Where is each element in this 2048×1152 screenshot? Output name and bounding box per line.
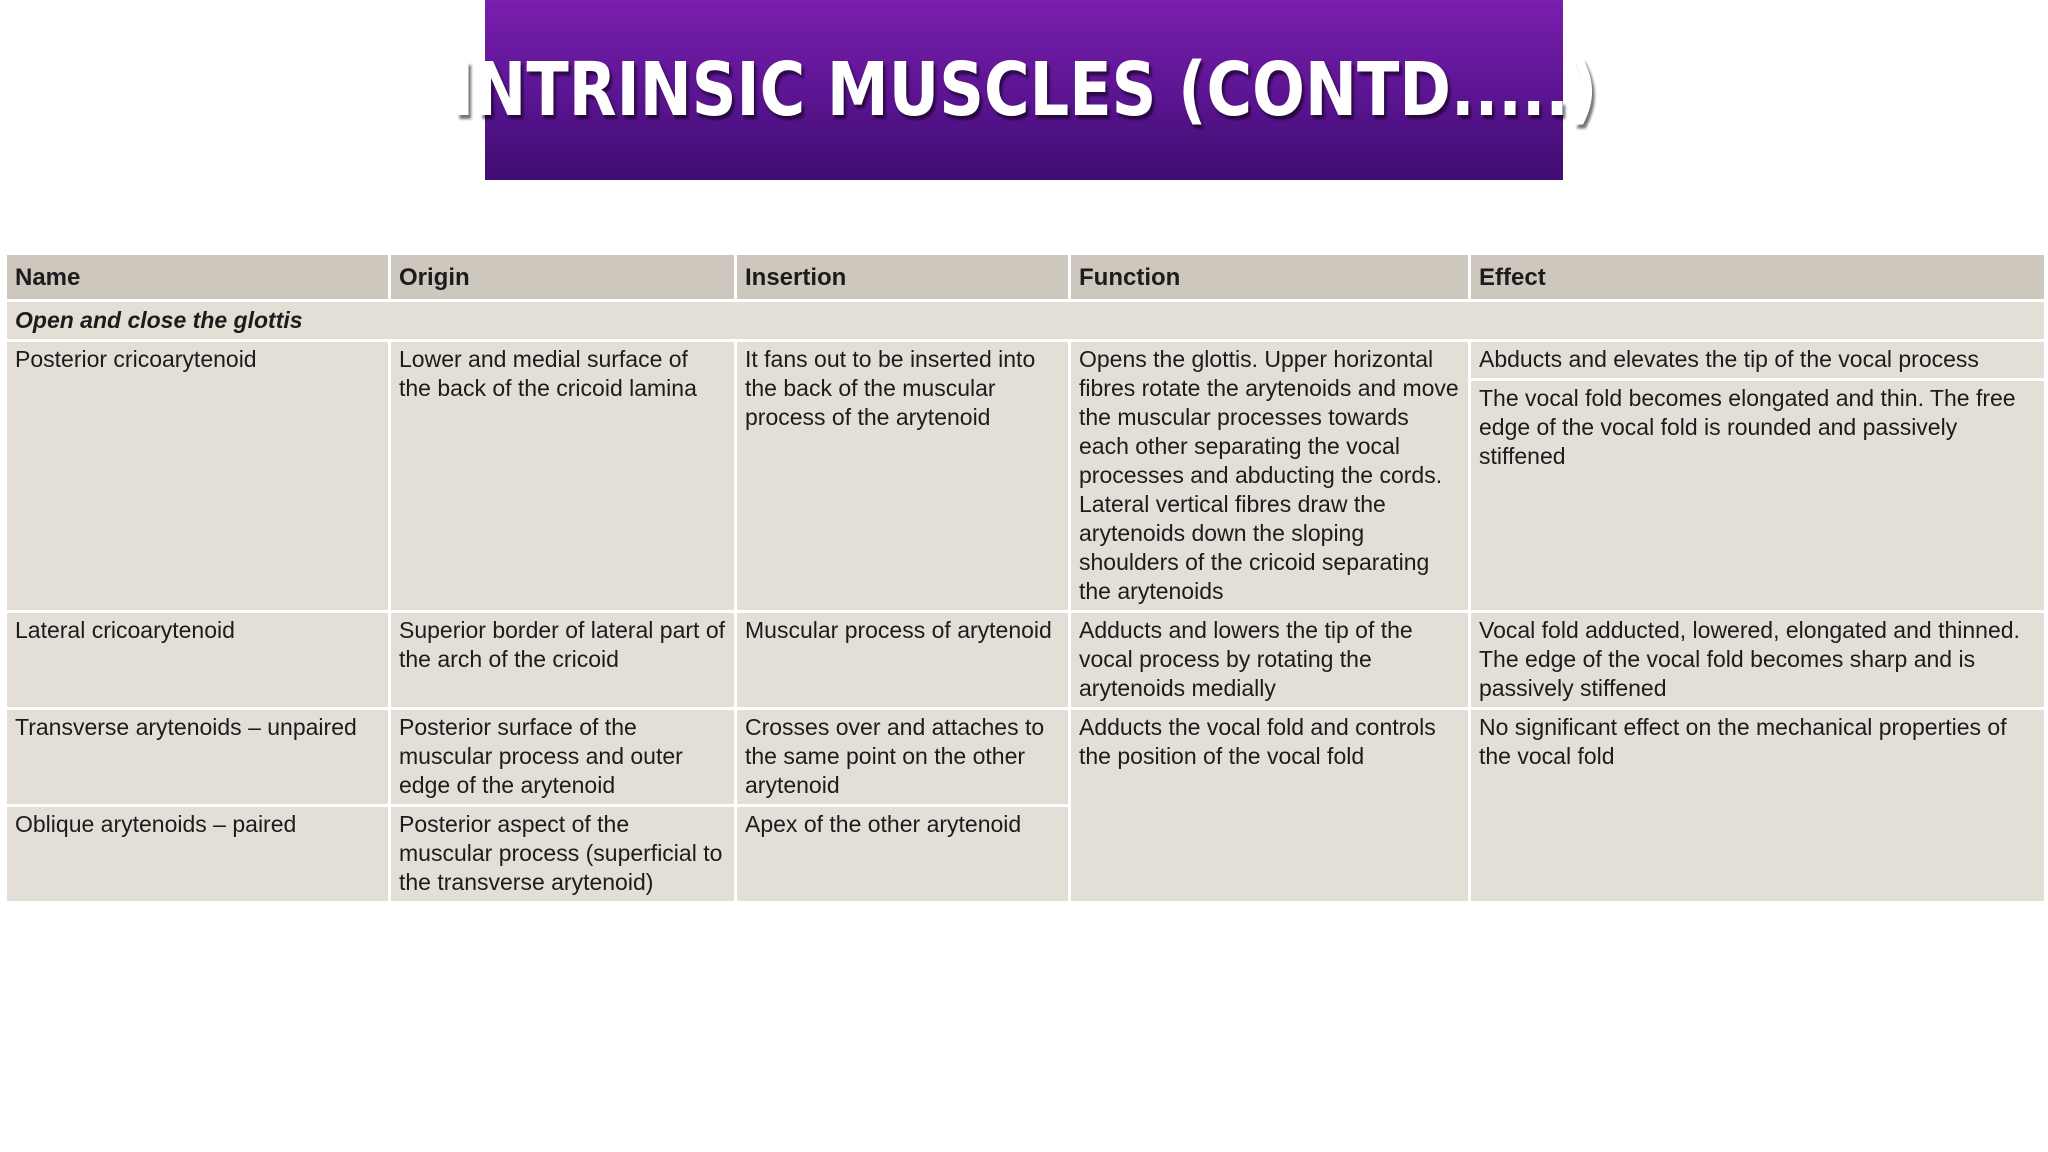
cell-insertion: It fans out to be inserted into the back of the muscular process of the arytenoid xyxy=(736,341,1070,612)
cell-origin: Posterior surface of the muscular process and outer edge of the arytenoid xyxy=(390,709,736,806)
title-banner xyxy=(450,0,1598,180)
cell-insertion: Muscular process of arytenoid xyxy=(736,612,1070,709)
header-function: Function xyxy=(1070,254,1470,301)
header-origin: Origin xyxy=(390,254,736,301)
cell-insertion: Crosses over and attaches to the same point on the other arytenoid xyxy=(736,709,1070,806)
section-row xyxy=(6,301,2046,341)
cell-origin: Superior border of lateral part of the arch of the cricoid xyxy=(390,612,736,709)
cell-name: Posterior cricoarytenoid xyxy=(6,341,390,612)
cell-name: Oblique arytenoids – paired xyxy=(6,806,390,903)
cell-effect-part: The vocal fold becomes elongated and thin. The free edge of the vocal fold is rounded and passively stiffened xyxy=(1471,378,2044,475)
cell-name: Lateral cricoarytenoid xyxy=(6,612,390,709)
cell-origin: Posterior aspect of the muscular process (superficial to the transverse arytenoid) xyxy=(390,806,736,903)
header-insertion: Insertion xyxy=(736,254,1070,301)
header-row xyxy=(6,254,2046,301)
table-row xyxy=(6,709,2046,806)
muscle-table xyxy=(4,252,2047,904)
cell-function: Opens the glottis. Upper horizontal fibres rotate the arytenoids and move the muscular processes towards each other separating the vocal processes and abducting the cords. Lateral vertical fibres draw the arytenoids down the sloping shoulders of the cricoid separating the arytenoids xyxy=(1070,341,1470,612)
cell-function: Adducts and lowers the tip of the vocal process by rotating the arytenoids medially xyxy=(1070,612,1470,709)
cell-effect: No significant effect on the mechanical properties of the vocal fold xyxy=(1470,709,2046,903)
cell-effect-part: Abducts and elevates the tip of the vocal process xyxy=(1479,346,1979,372)
table-row xyxy=(6,341,2046,612)
section-label: Open and close the glottis xyxy=(6,301,2046,341)
table-row xyxy=(6,612,2046,709)
cell-name: Transverse arytenoids – unpaired xyxy=(6,709,390,806)
cell-function: Adducts the vocal fold and controls the position of the vocal fold xyxy=(1070,709,1470,903)
cell-insertion: Apex of the other arytenoid xyxy=(736,806,1070,903)
cell-effect xyxy=(1470,341,2046,612)
cell-origin: Lower and medial surface of the back of the cricoid lamina xyxy=(390,341,736,612)
cell-effect: Vocal fold adducted, lowered, elongated and thinned. The edge of the vocal fold becomes sharp and is passively stiffened xyxy=(1470,612,2046,709)
header-effect: Effect xyxy=(1470,254,2046,301)
slide-title: INTRINSIC MUSCLES (CONTD.....) xyxy=(450,47,1598,133)
header-name: Name xyxy=(6,254,390,301)
